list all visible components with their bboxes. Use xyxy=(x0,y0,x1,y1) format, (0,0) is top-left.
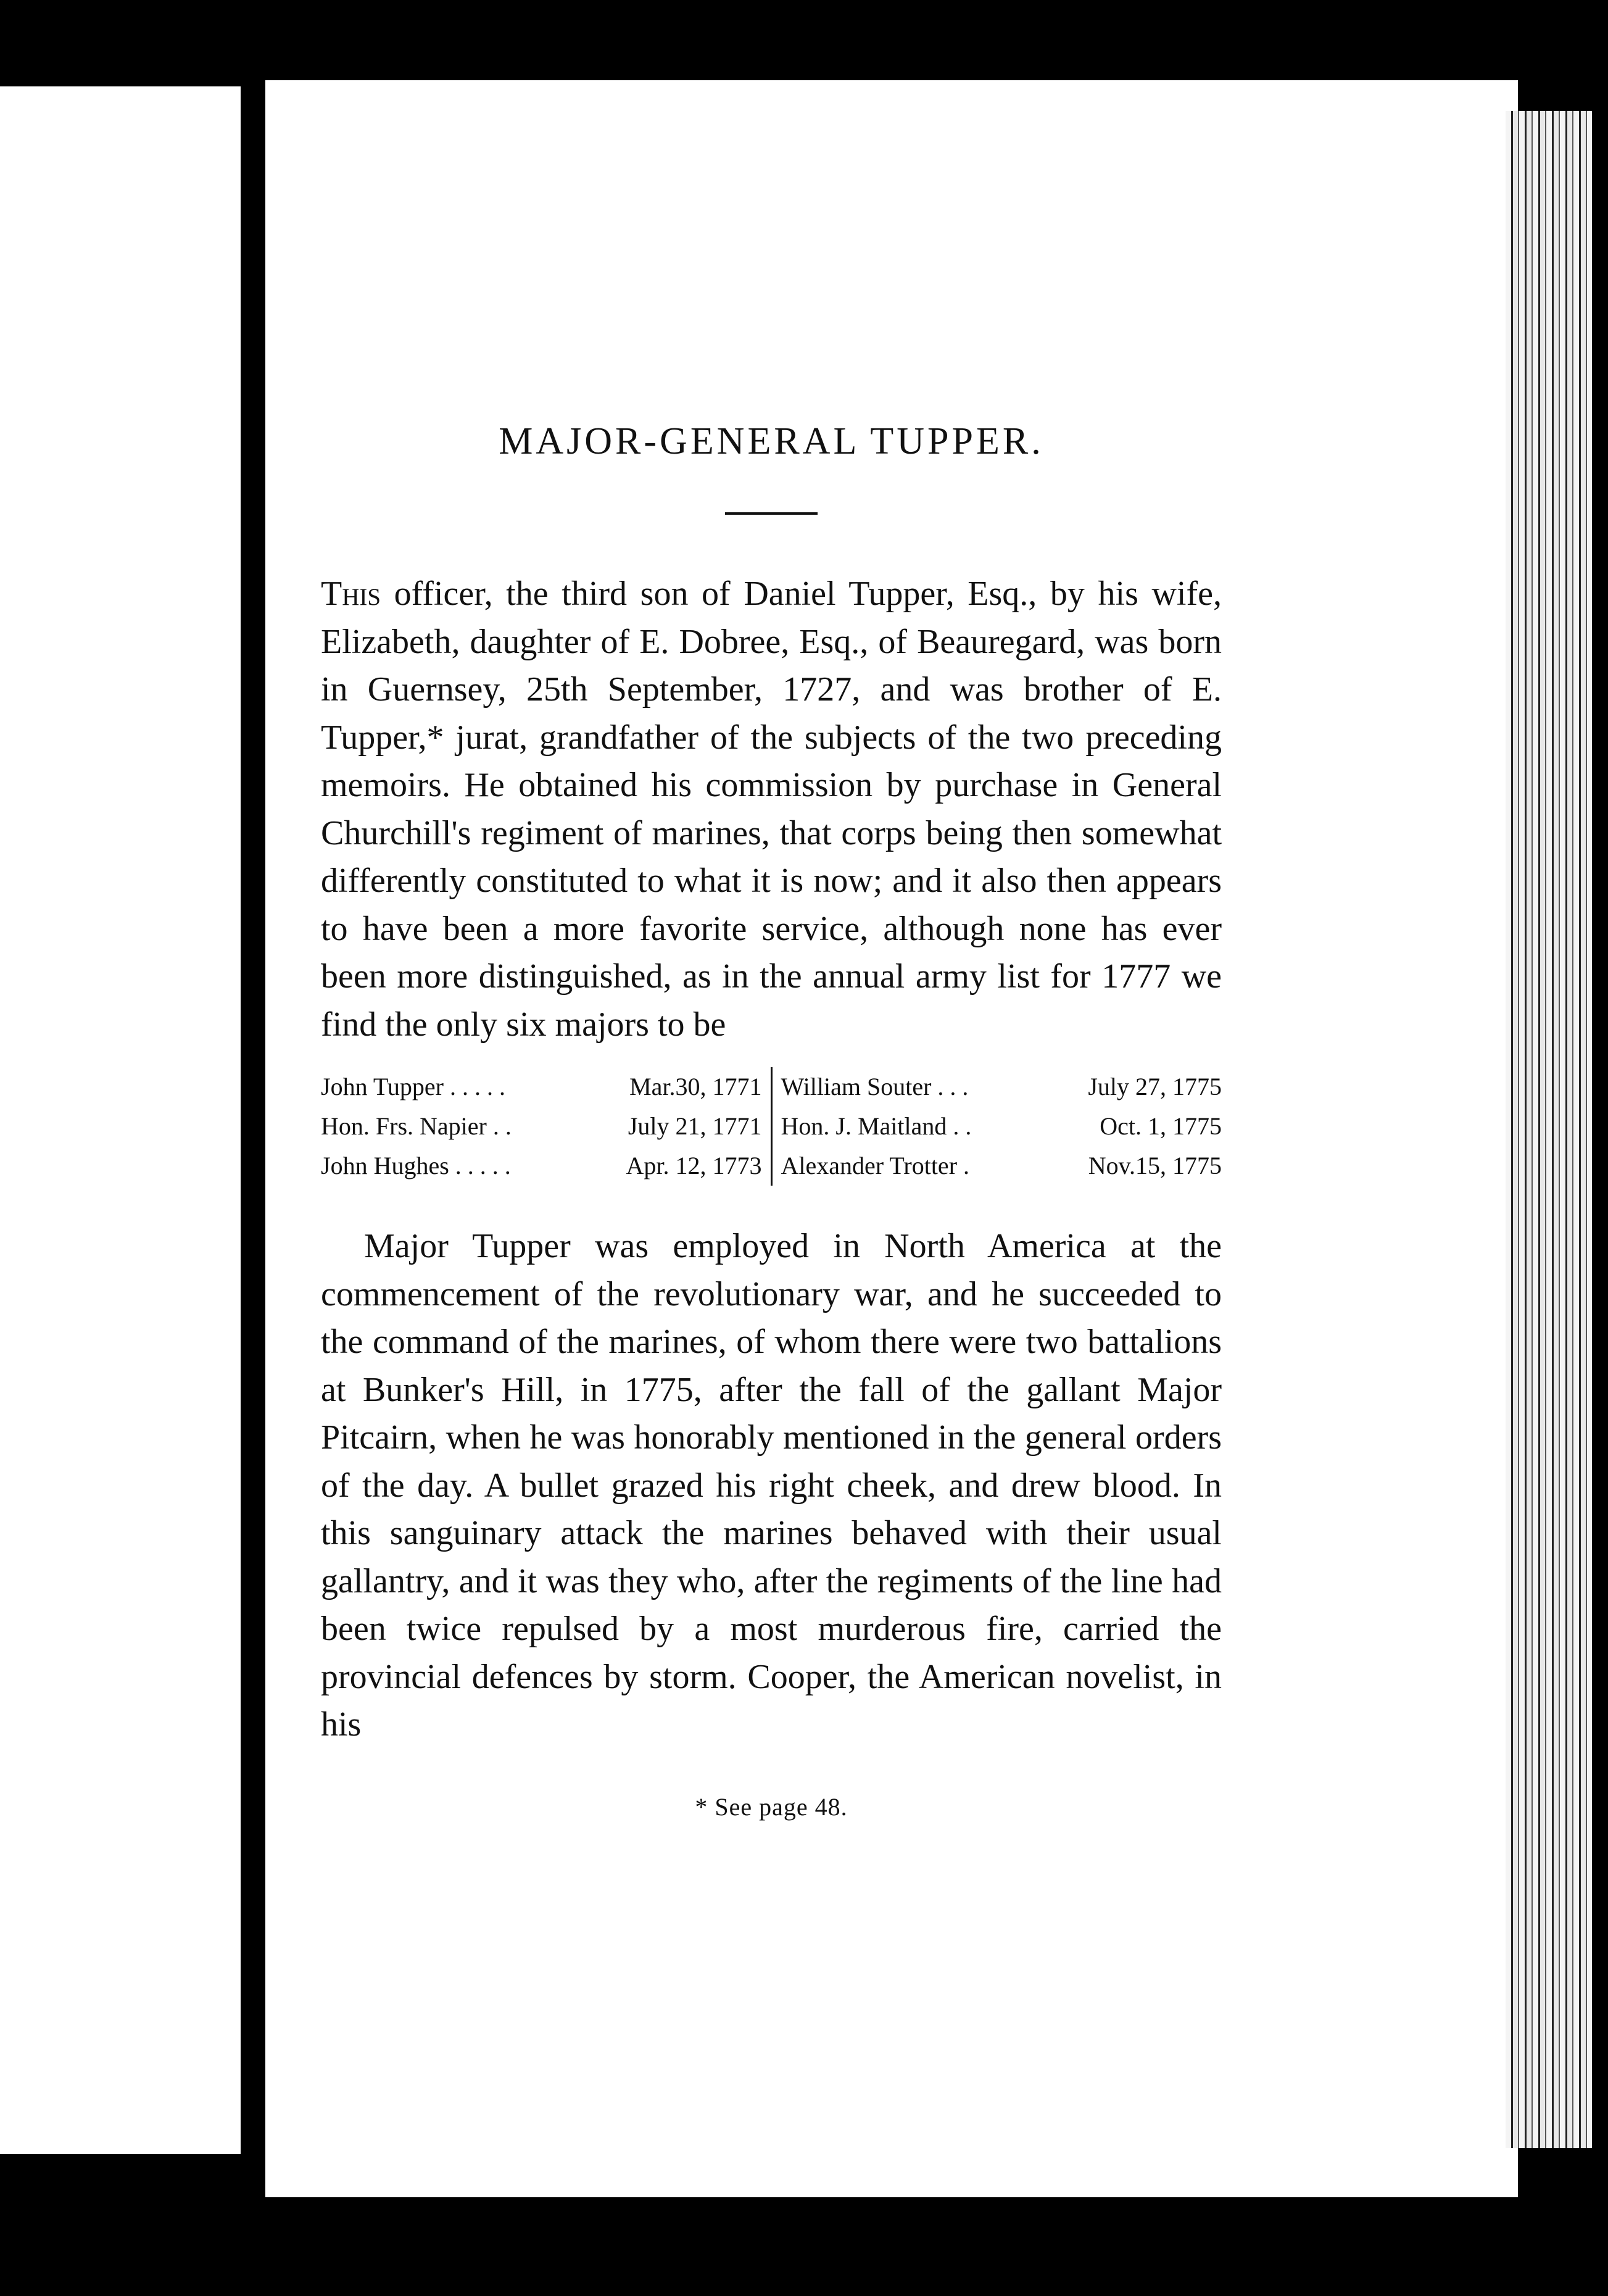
paragraph-2: Major Tupper was employed in North America at the commencement of the revolutionary war, and he succeeded to the command of the marines, of whom there were two battalions at Bunker's Hill, in 1775, after the fall of the gallant Major Pitcairn, when he was honorably mentioned in the general orders of the day. A bullet grazed his right cheek, and drew blood. In this sanguinary attack the marines behaved with their usual gallantry, and it was they who, after the regiments of the line had been twice repulsed by a most murderous fire, carried the provincial defences by storm. Cooper, the American novelist, in his xyxy=(321,1227,1222,1744)
majors-list xyxy=(321,1067,1222,1186)
footnote: * See page 48. xyxy=(695,1792,848,1821)
major-date: Oct. 1, 1775 xyxy=(1100,1112,1222,1140)
major-entry xyxy=(321,1146,762,1186)
major-entry xyxy=(781,1067,1222,1107)
major-date: Mar.30, 1771 xyxy=(629,1073,762,1100)
paragraph-1 xyxy=(321,570,1222,1049)
major-name: Hon. J. Maitland . . xyxy=(781,1112,972,1140)
major-name: John Tupper . . . . . xyxy=(321,1073,505,1100)
major-name: Alexander Trotter . xyxy=(781,1152,970,1179)
major-entry xyxy=(781,1146,1222,1186)
major-name: Hon. Frs. Napier . . xyxy=(321,1112,512,1140)
major-date: Apr. 12, 1773 xyxy=(626,1152,762,1179)
major-date: July 27, 1775 xyxy=(1088,1073,1222,1100)
paragraph-1-text: officer, the third son of Daniel Tupper, Esq., by his wife, Elizabeth, daughter of E. Dobree, Esq., of Beauregard, was born in Guernsey, 25th September, 1727, and was brother of E. Tupper,* jurat, grandfather of the subjects of the two preceding memoirs. He obtained his commission by purchase in General Churchill's regiment of marines, that corps being then somewhat differently constituted to what it is now; and it also then appears to have been a more favorite service, although none has ever been more distinguished, as in the annual army list for 1777 we find the only six majors to be xyxy=(321,575,1222,1044)
major-entry xyxy=(321,1107,762,1146)
major-entry xyxy=(781,1107,1222,1146)
major-name: William Souter . . . xyxy=(781,1073,969,1100)
major-date: Nov.15, 1775 xyxy=(1088,1152,1222,1179)
major-name: John Hughes . . . . . xyxy=(321,1152,511,1179)
majors-column-right xyxy=(773,1067,1222,1186)
paragraph-1-lead: This xyxy=(321,575,381,613)
major-entry xyxy=(321,1067,762,1107)
page-edges xyxy=(1506,111,1592,2148)
page-content xyxy=(321,414,1222,1821)
page-title: MAJOR-GENERAL TUPPER. xyxy=(499,420,1044,462)
majors-column-left xyxy=(321,1067,773,1186)
title-rule xyxy=(725,512,818,515)
major-date: July 21, 1771 xyxy=(628,1112,762,1140)
facing-page xyxy=(0,86,241,2154)
